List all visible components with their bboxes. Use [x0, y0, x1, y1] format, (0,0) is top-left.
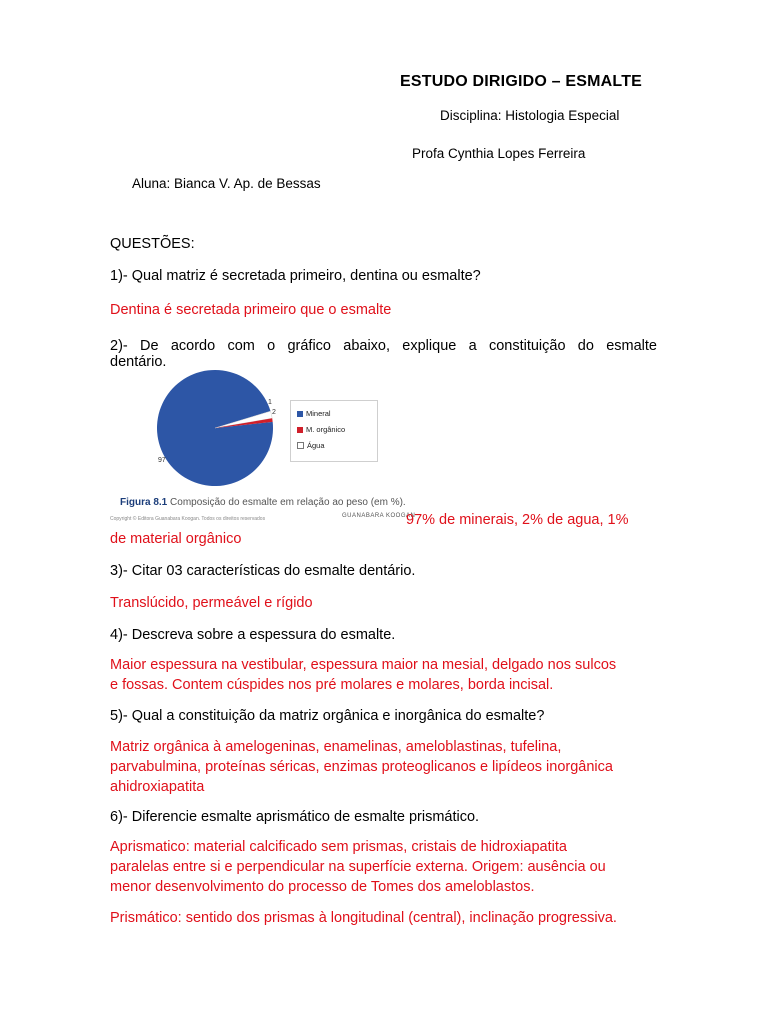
legend-swatch-organic [297, 427, 303, 433]
document-title: ESTUDO DIRIGIDO – ESMALTE [400, 73, 643, 90]
discipline-line: Disciplina: Histologia Especial [440, 108, 620, 123]
composition-figure [110, 370, 416, 525]
question-2-line-1: 2)- De acordo com o gráfico abaixo, explique a constituição do esmalte [110, 338, 657, 354]
pie-label-mineral: 97 [158, 457, 166, 464]
figure-caption [120, 497, 406, 508]
legend-item-water [297, 441, 325, 450]
question-5: 5)- Qual a constituição da matriz orgânica e inorgânica do esmalte? [110, 708, 545, 724]
legend-label-water: Água [307, 441, 325, 450]
answer-2-line-1: 97% de minerais, 2% de agua, 1% [406, 512, 629, 528]
legend-label-mineral: Mineral [306, 409, 331, 418]
answer-5-line-2: parvabulmina, proteínas séricas, enzimas proteoglicanos e lipídeos inorgânica [110, 759, 613, 775]
legend-item-organic [297, 425, 345, 434]
chart-legend [290, 400, 378, 462]
student-line: Aluna: Bianca V. Ap. de Bessas [132, 176, 321, 191]
figure-caption-label: Figura 8.1 [120, 497, 168, 508]
answer-5-line-3: ahidroxiapatita [110, 779, 205, 795]
pie-label-organic: 1 [268, 399, 272, 406]
pie-label-water: 2 [272, 409, 276, 416]
answer-6a-line-3: menor desenvolvimento do processo de Tomes dos ameloblastos. [110, 879, 535, 895]
question-3: 3)- Citar 03 características do esmalte dentário. [110, 563, 416, 579]
answer-3: Translúcido, permeável e rígido [110, 595, 313, 611]
answer-5-line-1: Matriz orgânica à amelogeninas, enamelinas, ameloblastinas, tufelina, [110, 739, 562, 755]
figure-copyright: Copyright © Editora Guanabara Koogan. Todos os direitos reservados [110, 516, 266, 522]
answer-6a-line-1: Aprismatico: material calcificado sem prismas, cristais de hidroxiapatita [110, 839, 567, 855]
answer-6a-line-2: paralelas entre si e perpendicular na superfície externa. Origem: ausência ou [110, 859, 606, 875]
answer-4-line-2: e fossas. Contem cúspides nos pré molares e molares, borda incisal. [110, 677, 554, 693]
question-2-line-2: dentário. [110, 354, 167, 370]
answer-1: Dentina é secretada primeiro que o esmalte [110, 302, 392, 318]
answer-6b: Prismático: sentido dos prismas à longitudinal (central), inclinação progressiva. [110, 910, 617, 926]
legend-swatch-water [297, 442, 304, 449]
legend-item-mineral [297, 409, 331, 418]
figure-caption-text: Composição do esmalte em relação ao peso (em %). [170, 497, 406, 508]
legend-label-organic: M. orgânico [306, 425, 346, 434]
pie-chart [110, 370, 290, 495]
question-4: 4)- Descreva sobre a espessura do esmalte. [110, 627, 396, 643]
questions-heading: QUESTÕES: [110, 236, 195, 252]
legend-swatch-mineral [297, 411, 303, 417]
answer-4-line-1: Maior espessura na vestibular, espessura maior na mesial, delgado nos sulcos [110, 657, 617, 673]
question-1: 1)- Qual matriz é secretada primeiro, dentina ou esmalte? [110, 268, 481, 284]
answer-2-line-2: de material orgânico [110, 531, 242, 547]
question-6: 6)- Diferencie esmalte aprismático de esmalte prismático. [110, 809, 480, 825]
publisher-brand: GUANABARA KOOGAN [342, 513, 416, 519]
professor-line: Profa Cynthia Lopes Ferreira [412, 146, 586, 161]
